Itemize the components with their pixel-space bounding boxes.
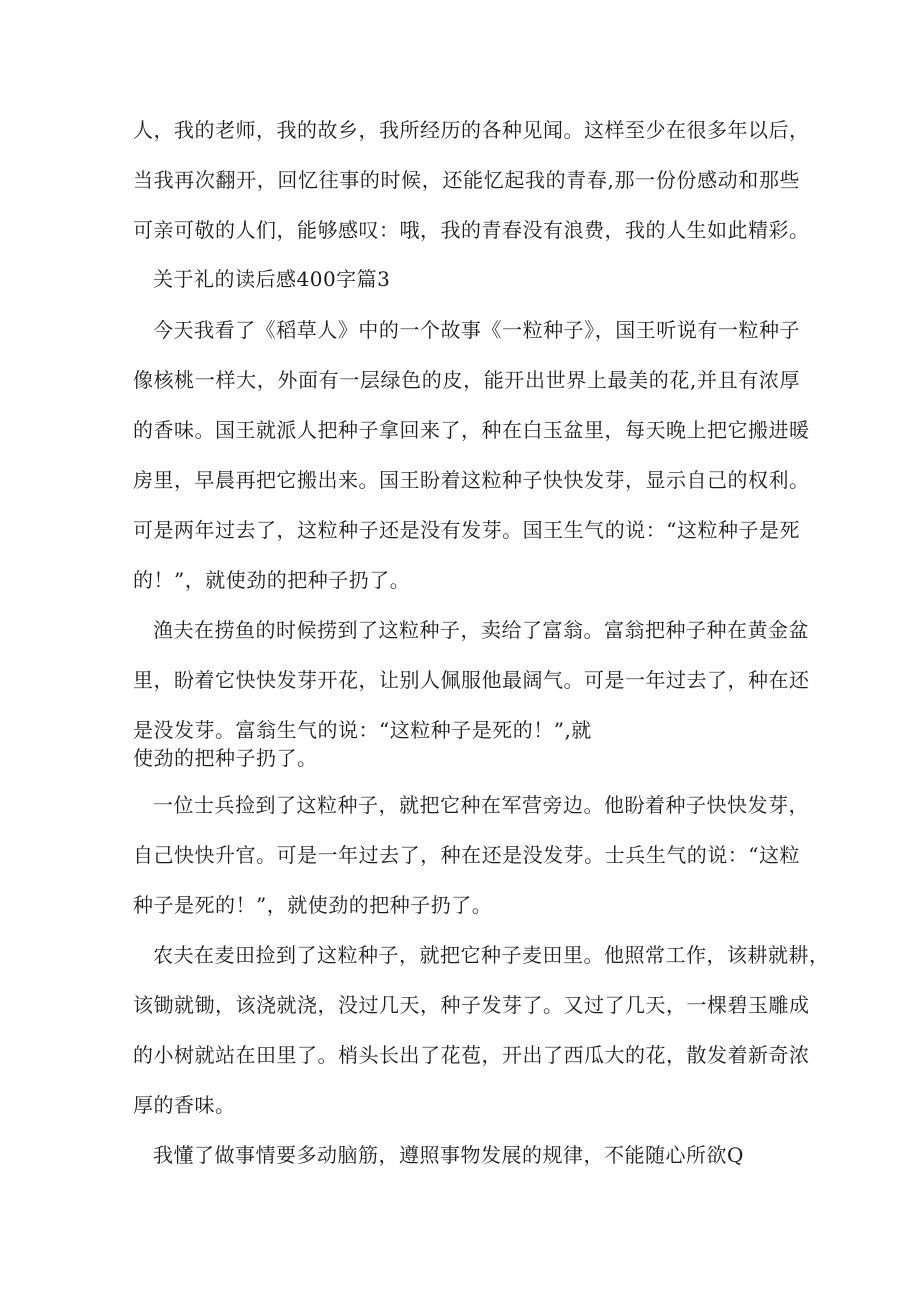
- section-heading: 关于礼的读后感400字篇3: [153, 267, 391, 291]
- text-line: 使劲的把种子扔了。: [133, 746, 318, 770]
- text-line: 当我再次翻开，回忆往事的时候，还能忆起我的青春,那一份份感动和那些: [133, 168, 800, 192]
- text-line: 是没发芽。富翁生气的说：“这粒种子是死的！”,就: [133, 718, 592, 742]
- text-line: 该锄就锄，该浇就浇，没过几天，种子发芽了。又过了几天，一棵碧玉雕成: [133, 993, 810, 1017]
- text-line: 可是两年过去了，这粒种子还是没有发芽。国王生气的说：“这粒种子是死: [133, 518, 800, 542]
- text-line: 厚的香味。: [133, 1093, 236, 1117]
- text-line: 人，我的老师，我的故乡，我所经历的各种见闻。这样至少在很多年以后，: [133, 118, 810, 142]
- text-line: 自己快快升官。可是一年过去了，种在还是没发芽。士兵生气的说：“这粒: [133, 843, 800, 867]
- text-line: 渔夫在捞鱼的时候捞到了这粒种子，卖给了富翁。富翁把种子种在黄金盆: [153, 618, 809, 642]
- text-line: 农夫在麦田捡到了这粒种子，就把它种子麦田里。他照常工作，该耕就耕，: [153, 943, 830, 967]
- text-line: 我懂了做事情要多动脑筋，遵照事物发展的规律，不能随心所欲Q: [153, 1143, 744, 1167]
- text-line: 像核桃一样大，外面有一层绿色的皮，能开出世界上最美的花,并且有浓厚: [133, 368, 800, 392]
- text-line: 种子是死的！”，就使劲的把种子扔了。: [133, 893, 493, 917]
- text-line: 的小树就站在田里了。梢头长出了花苞，开出了西瓜大的花，散发着新奇浓: [133, 1043, 810, 1067]
- text-line: 的！”，就使劲的把种子扔了。: [133, 568, 411, 592]
- text-line: 一位士兵捡到了这粒种子，就把它种在军营旁边。他盼着种子快快发芽，: [153, 793, 809, 817]
- text-line: 可亲可敬的人们，能够感叹：哦，我的青春没有浪费，我的人生如此精彩。: [133, 218, 810, 242]
- text-line: 房里，早晨再把它搬出来。国王盼着这粒种子快快发芽，显示自己的权利。: [133, 468, 810, 492]
- text-line: 今天我看了《稻草人》中的一个故事《一粒种子》，国王听说有一粒种子: [153, 318, 800, 342]
- text-line: 里，盼着它快快发芽开花，让别人佩服他最阔气。可是一年过去了，种在还: [133, 668, 810, 692]
- text-line: 的香味。国王就派人把种子拿回来了，种在白玉盆里，每天晚上把它搬进暖: [133, 418, 810, 442]
